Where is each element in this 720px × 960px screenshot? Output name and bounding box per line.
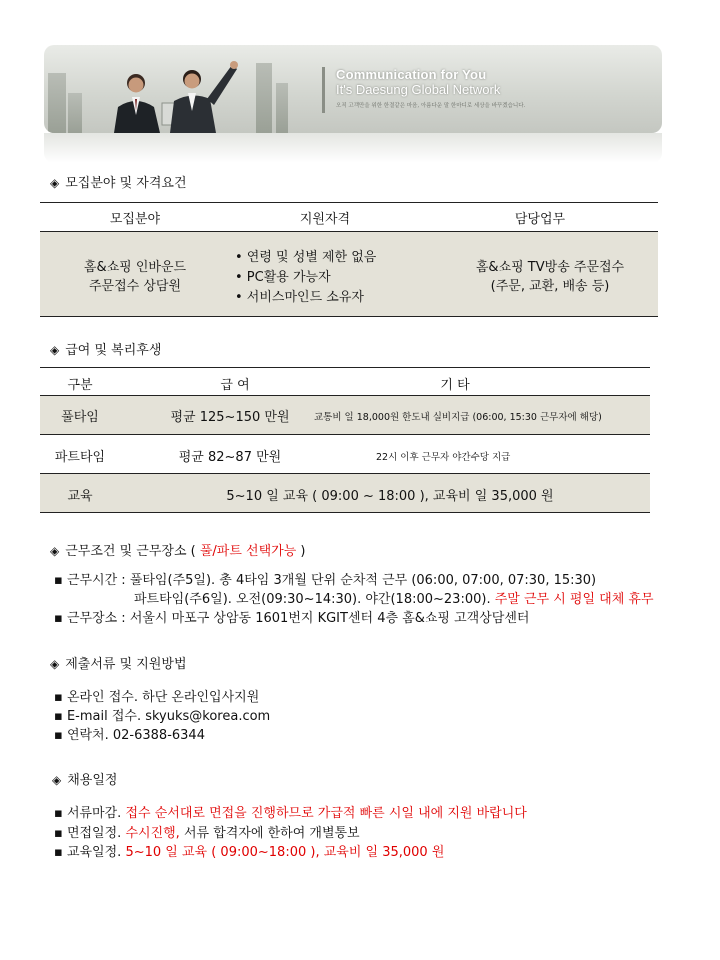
schedule-training: ▪ 교육일정. 5~10 일 교육 ( 09:00~18:00 ), 교육비 일 35,000 원 [54,845,445,860]
table-header: 지원자격 [299,212,351,227]
qualification-item: • 연령 및 성별 제한 없음 [235,250,377,265]
table-header: 구분 [67,378,93,393]
diamond-icon: ◈ [50,343,60,357]
table-header: 급 여 [220,378,250,393]
row-type: 파트타임 [54,450,106,465]
header-banner [44,45,662,133]
work-hours-line-2: 파트타임(주6일). 오전(09:30~14:30). 야간(18:00~23:00). 주말 근무 시 평일 대체 휴무 [134,592,654,607]
weekend-note: 주말 근무 시 평일 대체 휴무 [490,592,654,607]
title-highlight: 풀/파트 선택가능 [199,544,297,559]
schedule-deadline: ▪ 서류마감. 접수 순서대로 면접을 진행하므로 가급적 빠른 시일 내에 지원 바랍니다 [54,806,527,821]
banner-title: Communication for You [336,67,487,82]
diamond-icon: ◈ [50,176,60,190]
table-top-rule [40,367,650,368]
duty-item: (주문, 교환, 배송 등) [490,279,610,294]
diamond-icon: ◈ [50,657,60,671]
table-header: 담당업무 [514,212,566,227]
banner-reflection [44,133,662,163]
banner-tagline: 오직 고객만을 위한 한결같은 마음, 아름다운 말 한마디로 세상을 바꾸겠습니다. [336,103,526,109]
row-merged: 5~10 일 교육 ( 09:00 ~ 18:00 ), 교육비 일 35,000 원 [226,489,554,504]
table-header: 기 타 [440,378,470,393]
section-title-recruitment: ◈ 모집분야 및 자격요건 [50,176,187,191]
row-pay: 평균 82~87 만원 [178,450,282,465]
schedule-interview: ▪ 면접일정. 수시진행, 서류 합격자에 한하여 개별통보 [54,826,360,841]
recruitment-field: 홈&쇼핑 인바운드 [83,260,187,275]
apply-email: ▪ E-mail 접수. skyuks@korea.com [54,709,271,724]
section-title-schedule: ◈ 채용일정 [52,773,118,788]
diamond-icon: ◈ [52,773,62,787]
work-hours-line: ▪ 근무시간 : 풀타임(주5일). 총 4타임 3개월 단위 순차적 근무 (06:00, 07:00, 07:30, 15:30) [54,573,597,588]
row-etc: 22시 이후 근무자 야간수당 지급 [376,452,511,463]
qualification-item: • 서비스마인드 소유자 [235,290,364,305]
recruitment-table-body [40,232,658,317]
table-header: 모집분야 [109,212,161,227]
diamond-icon: ◈ [50,544,60,558]
row-type: 교육 [67,489,93,504]
row-pay: 평균 125~150 만원 [170,410,290,425]
apply-online: ▪ 온라인 접수. 하단 온라인입사지원 [54,690,260,705]
work-location-line: ▪ 근무장소 : 서울시 마포구 상암동 1601번지 KGIT센터 4층 홈&쇼핑 고객상담센터 [54,611,530,626]
duty-item: 홈&쇼핑 TV방송 주문접수 [475,260,625,275]
section-title-salary: ◈ 급여 및 복리후생 [50,343,162,358]
row-rule [40,434,650,435]
banner-divider [322,67,325,113]
table-bottom-rule [40,512,650,513]
row-etc: 교통비 일 18,000원 한도내 실비지급 (06:00, 15:30 근무자에 해당) [314,412,602,423]
contact-phone: ▪ 연락처. 02-6388-6344 [54,728,205,743]
businessmen-photo [74,45,274,133]
table-top-rule [40,202,658,203]
qualification-item: • PC활용 가능자 [235,270,331,285]
section-title-conditions: ◈ 근무조건 및 근무장소 ( 풀/파트 선택가능 ) [50,544,306,559]
recruitment-field: 주문접수 상담원 [88,279,182,294]
banner-subtitle: It's Daesung Global Network [336,82,501,97]
section-title-documents: ◈ 제출서류 및 지원방법 [50,657,187,672]
row-type: 풀타임 [61,410,99,425]
